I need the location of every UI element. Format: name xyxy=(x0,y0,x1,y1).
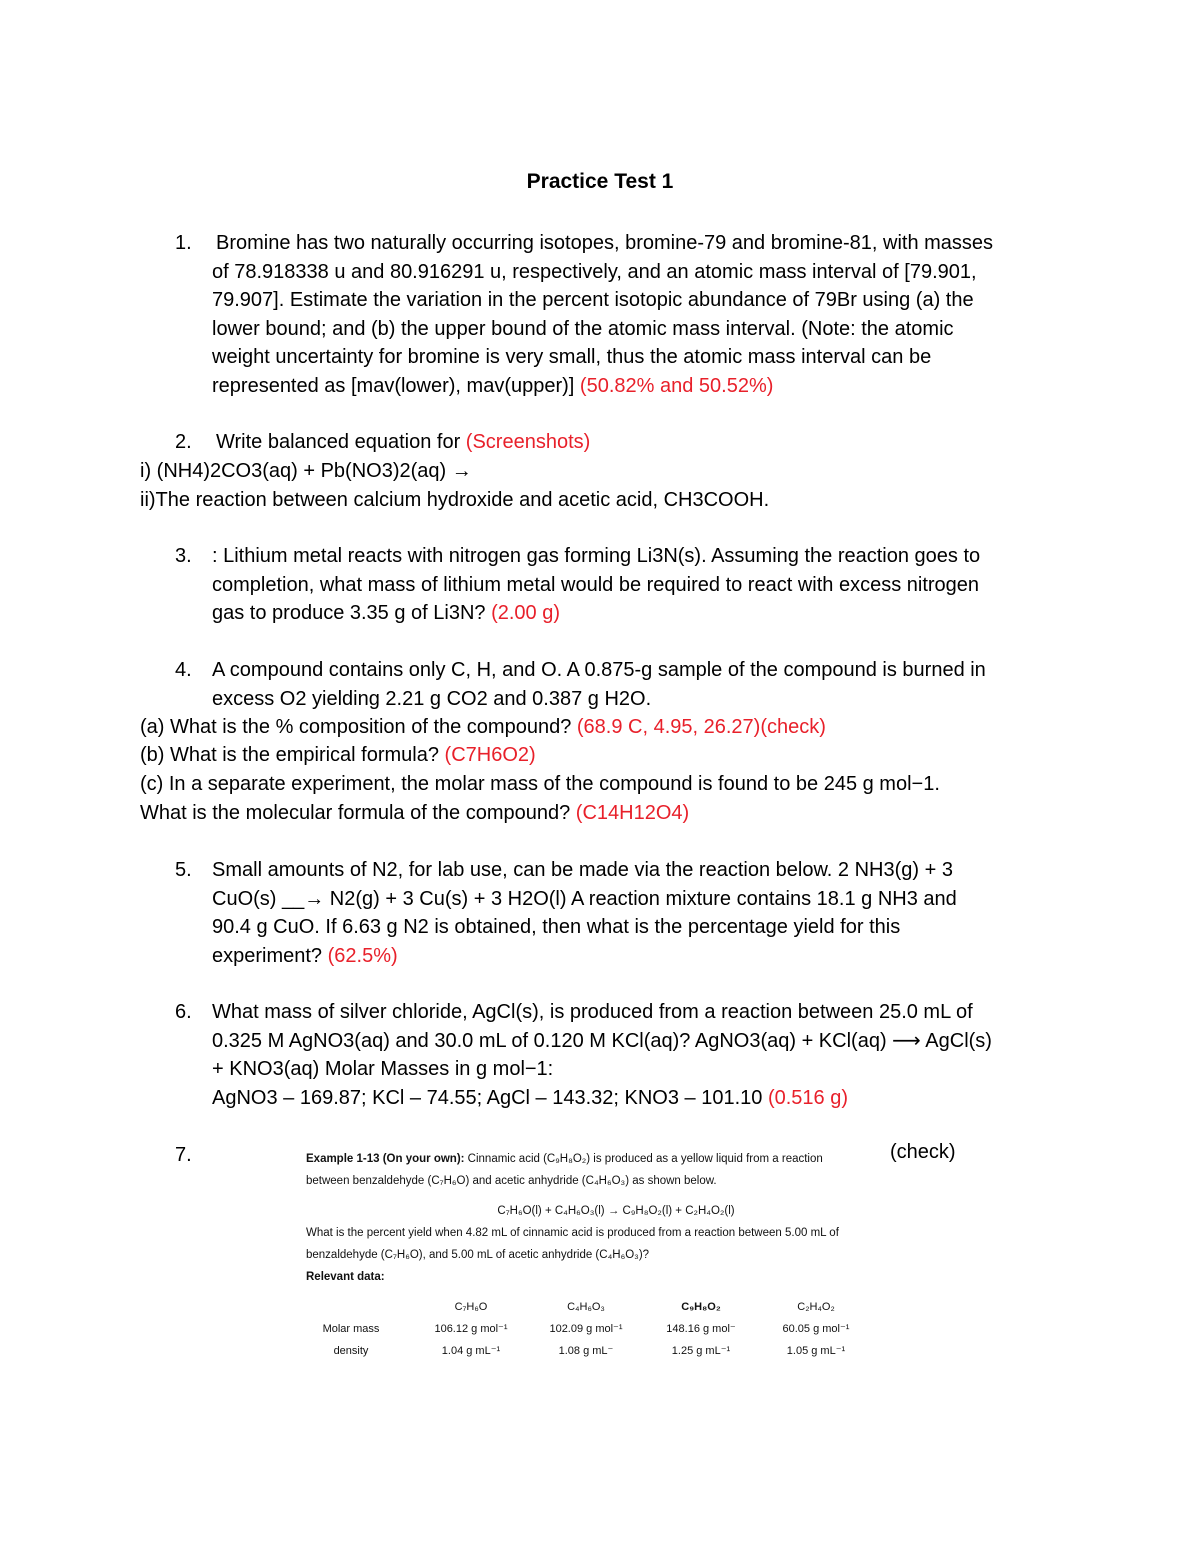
question-number: 6. xyxy=(175,1001,192,1023)
question-4 xyxy=(140,656,1070,713)
table-cell: 1.04 g mL⁻¹ xyxy=(441,1345,501,1357)
table-header-row xyxy=(306,1296,886,1318)
table-header: C₇H₆O xyxy=(454,1301,488,1313)
question-4-part-c: (c) In a separate experiment, the molar mass of the compound is found to be 245 g mol−1. xyxy=(140,773,940,795)
answer-text: (62.5%) xyxy=(327,944,398,967)
part-text: What is the molecular formula of the compound? xyxy=(140,802,571,824)
example-image xyxy=(306,1148,886,1357)
question-line: experiment? xyxy=(212,944,323,967)
question-5 xyxy=(140,856,1070,970)
question-line: weight uncertainty for bromine is very small, thus the atomic mass interval can be xyxy=(212,346,932,368)
question-line: What mass of silver chloride, AgCl(s), is produced from a reaction between 25.0 mL of xyxy=(212,1001,973,1023)
answer-text: (0.516 g) xyxy=(767,1086,848,1109)
question-line: represented as [mav(lower), mav(upper)] xyxy=(212,374,575,397)
question-line: AgNO3 – 169.87; KCl – 74.55; AgCl – 143.32; KNO3 – 101.10 xyxy=(212,1086,763,1109)
data-table xyxy=(306,1296,886,1362)
relevant-data-label: Relevant data: xyxy=(306,1271,385,1283)
question-line: + KNO3(aq) Molar Masses in g mol−1: xyxy=(212,1058,554,1080)
question-line: completion, what mass of lithium metal would be required to react with excess nitrogen xyxy=(212,573,980,596)
question-line: 0.325 M AgNO3(aq) and 30.0 mL of 0.120 M KCl(aq)? AgNO3(aq) + KCl(aq) ⟶ AgCl(s) xyxy=(212,1029,992,1052)
question-line: lower bound; and (b) the upper bound of the atomic mass interval. (Note: the atomic xyxy=(212,317,954,340)
question-line: excess O2 yielding 2.21 g CO2 and 0.387 g H2O. xyxy=(212,687,652,710)
table-cell: 1.05 g mL⁻¹ xyxy=(786,1345,846,1357)
answer-text: (50.82% and 50.52%) xyxy=(579,374,774,397)
example-text: Cinnamic acid (C₉H₈O₂) is produced as a yellow liquid from a reaction xyxy=(464,1153,823,1165)
question-2-part-ii: ii)The reaction between calcium hydroxide and acetic acid, CH3COOH. xyxy=(140,489,770,511)
question-1 xyxy=(140,229,1070,400)
table-cell: 1.08 g mL⁻ xyxy=(558,1345,614,1357)
table-cell: 148.16 g mol⁻ xyxy=(666,1323,736,1335)
question-line: CuO(s) __→ N2(g) + 3 Cu(s) + 3 H2O(l) A reaction mixture contains 18.1 g NH3 and xyxy=(212,887,957,910)
answer-text: (C14H12O4) xyxy=(575,802,690,824)
table-cell: 1.25 g mL⁻¹ xyxy=(671,1345,731,1357)
table-header: C₄H₆O₃ xyxy=(567,1301,605,1313)
table-cell: Molar mass xyxy=(322,1323,380,1335)
question-6 xyxy=(140,998,1070,1112)
question-line: Write balanced equation for xyxy=(216,431,461,453)
question-number: 4. xyxy=(175,659,192,681)
question-number: 7. xyxy=(175,1144,192,1166)
question-4-part-b xyxy=(140,741,536,770)
question-line: Small amounts of N2, for lab use, can be made via the reaction below. 2 NH3(g) + 3 xyxy=(212,859,953,881)
question-number: 5. xyxy=(175,859,192,881)
example-question: benzaldehyde (C₇H₆O), and 5.00 mL of acetic anhydride (C₄H₆O₃)? xyxy=(306,1249,650,1261)
question-2 xyxy=(140,428,1070,457)
question-line: of 78.918338 u and 80.916291 u, respectively, and an atomic mass interval of [79.901, xyxy=(212,260,977,283)
question-4-part-a xyxy=(140,713,826,742)
answer-text: (Screenshots) xyxy=(465,431,591,453)
example-question: What is the percent yield when 4.82 mL of cinnamic acid is produced from a reaction between 5.00 mL of xyxy=(306,1227,839,1239)
example-text: between benzaldehyde (C₇H₆O) and acetic anhydride (C₄H₆O₃) as shown below. xyxy=(306,1175,717,1187)
question-3 xyxy=(140,542,1070,628)
table-row xyxy=(306,1340,886,1362)
check-note: (check) xyxy=(890,1141,956,1163)
page-title: Practice Test 1 xyxy=(526,170,674,193)
question-line: Bromine has two naturally occurring isotopes, bromine-79 and bromine-81, with masses xyxy=(216,232,994,254)
answer-text: (2.00 g) xyxy=(491,602,561,624)
question-4-part-c-line2 xyxy=(140,799,689,828)
question-number: 1. xyxy=(175,232,192,254)
question-number: 2. xyxy=(175,431,192,453)
table-header: C₂H₄O₂ xyxy=(797,1301,835,1313)
question-number: 3. xyxy=(175,545,192,567)
table-header: C₉H₈O₂ xyxy=(681,1301,721,1313)
table-cell: density xyxy=(333,1345,369,1357)
table-row xyxy=(306,1318,886,1340)
table-cell: 106.12 g mol⁻¹ xyxy=(434,1323,508,1335)
question-2-part-i: i) (NH4)2CO3(aq) + Pb(NO3)2(aq) → xyxy=(140,460,472,482)
reaction-equation: C₇H₆O(l) + C₄H₆O₃(l) → C₉H₈O₂(l) + C₂H₄O₂(l) xyxy=(497,1205,735,1217)
part-text: (b) What is the empirical formula? xyxy=(140,744,439,766)
question-line: A compound contains only C, H, and O. A 0.875-g sample of the compound is burned in xyxy=(212,659,986,681)
answer-text: (68.9 C, 4.95, 26.27)(check) xyxy=(576,716,826,738)
question-line: 90.4 g CuO. If 6.63 g N2 is obtained, then what is the percentage yield for this xyxy=(212,916,901,938)
answer-text: (C7H6O2) xyxy=(444,744,536,766)
table-cell: 102.09 g mol⁻¹ xyxy=(549,1323,623,1335)
table-cell: 60.05 g mol⁻¹ xyxy=(782,1323,850,1335)
question-line: : Lithium metal reacts with nitrogen gas forming Li3N(s). Assuming the reaction goes to xyxy=(212,545,981,567)
part-text: (a) What is the % composition of the compound? xyxy=(140,716,572,738)
question-line: gas to produce 3.35 g of Li3N? xyxy=(212,602,486,624)
example-title: Example 1-13 (On your own): xyxy=(306,1153,465,1165)
question-line: 79.907]. Estimate the variation in the percent isotopic abundance of 79Br using (a) the xyxy=(212,289,974,311)
